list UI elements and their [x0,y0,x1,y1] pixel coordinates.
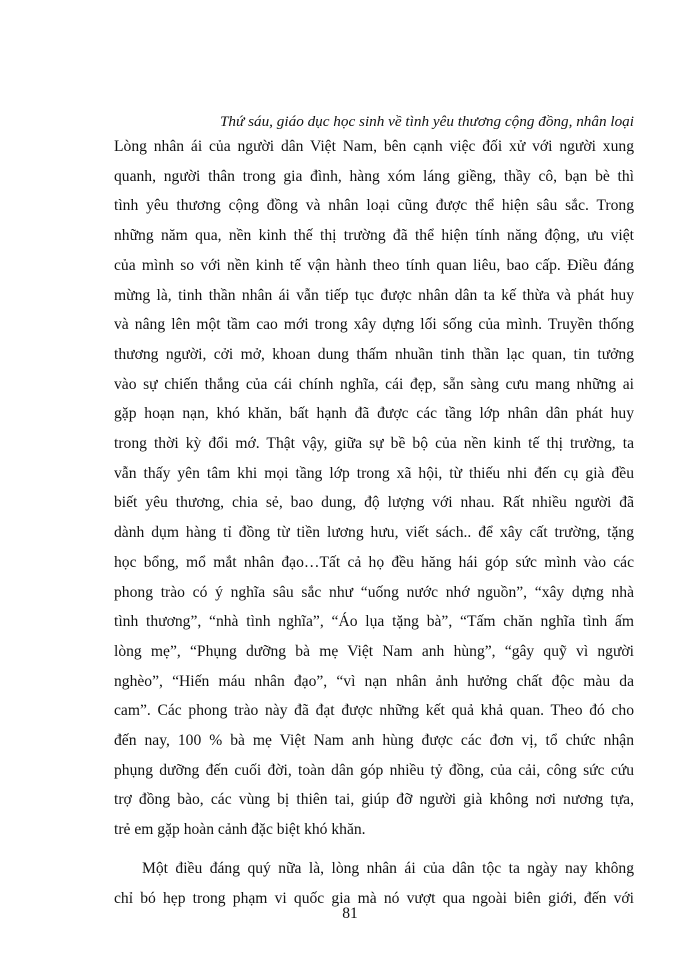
text-line: quanh, người thân trong gia đình, hàng xóm láng giềng, thầy cô, bạn bè thì [114,167,634,185]
text-line: trẻ em gặp hoàn cảnh đặc biệt khó khăn. [114,821,366,839]
text-line: tình thương”, “nhà tình nghĩa”, “Áo lụa tặng bà”, “Tấm chăn nghĩa tình ấm [114,613,634,631]
page-number: 81 [342,905,358,922]
text-line: Một điều đáng quý nữa là, lòng nhân ái của dân tộc ta ngày nay không [142,859,634,877]
text-line: vẫn thấy yên tâm khi mọi tầng lớp trong xã hội, từ thiếu nhi đến cụ già đều [114,464,634,482]
text-line: tình yêu thương cộng đồng và nhân loại cũng được thể hiện sâu sắc. Trong [114,197,634,215]
text-line: chỉ bó hẹp trong phạm vi quốc gia mà nó vượt qua ngoài biên giới, đến với [114,889,634,907]
text-line: nghèo”, “Hiến máu nhân đạo”, “vì nạn nhân ảnh hưởng chất độc màu da [114,672,634,690]
text-line: dành dụm hàng tỉ đồng từ tiền lương hưu, viết sách.. để xây cất trường, tặng [114,524,634,542]
text-line: thương người, cởi mở, khoan dung thấm nhuần tinh thần lạc quan, tin tưởng [114,345,634,363]
text-line: phong trào có ý nghĩa sâu sắc như “uống nước nhớ nguồn”, “xây dựng nhà [114,583,634,601]
text-line: và nâng lên một tầm cao mới trong xây dựng lối sống của mình. Truyền thống [114,316,634,334]
text-line: phụng dưỡng đến cuối đời, toàn dân góp nhiều tỷ đồng, của cải, công sức cứu [114,761,634,779]
text-line: những năm qua, nền kinh thế thị trường đã thể hiện tính năng động, ưu việt [114,227,634,245]
text-line: Lòng nhân ái của người dân Việt Nam, bên cạnh việc đối xử với người xung [114,138,634,155]
paragraph-1 [114,132,634,845]
text-line: đến nay, 100 % bà mẹ Việt Nam anh hùng được các đơn vị, tổ chức nhận [114,732,634,750]
text-line: vào sự chiến thắng của cái chính nghĩa, cái đẹp, sẵn sàng cưu mang những ai [114,375,634,393]
text-line: học bổng, mổ mắt nhân đạo…Tất cả họ đều hăng hái góp sức mình vào các [114,553,634,571]
text-line: trợ đồng bào, các vùng bị thiên tai, giúp đỡ người già không nơi nương tựa, [114,791,634,809]
text-line: biết yêu thương, chia sẻ, bao dung, độ lượng với nhau. Rất nhiều người đã [114,494,634,512]
text-line: mừng là, tinh thần nhân ái vẫn tiếp tục được nhân dân ta kế thừa và phát huy [114,286,634,304]
text-line: của mình so với nền kinh tế vận hành theo tính quan liêu, bao cấp. Điều đáng [114,256,634,274]
text-line: gặp hoạn nạn, khó khăn, bất hạnh đã được các tầng lớp nhân dân phát huy [114,405,634,423]
document-page [114,112,634,913]
section-heading: Thứ sáu, giáo dục học sinh về tình yêu thương cộng đồng, nhân loại [219,113,634,130]
text-line: trong thời kỳ đổi mớ. Thật vậy, giữa sự bề bộ của nền kinh tế thị trường, ta [114,435,634,453]
text-line: cam”. Các phong trào này đã đạt được những kết quả khả quan. Theo đó cho [114,702,634,720]
text-line: lòng mẹ”, “Phụng dưỡng bà mẹ Việt Nam anh hùng”, “gây quỹ vì người [114,642,634,660]
paragraph-gap [114,845,634,854]
